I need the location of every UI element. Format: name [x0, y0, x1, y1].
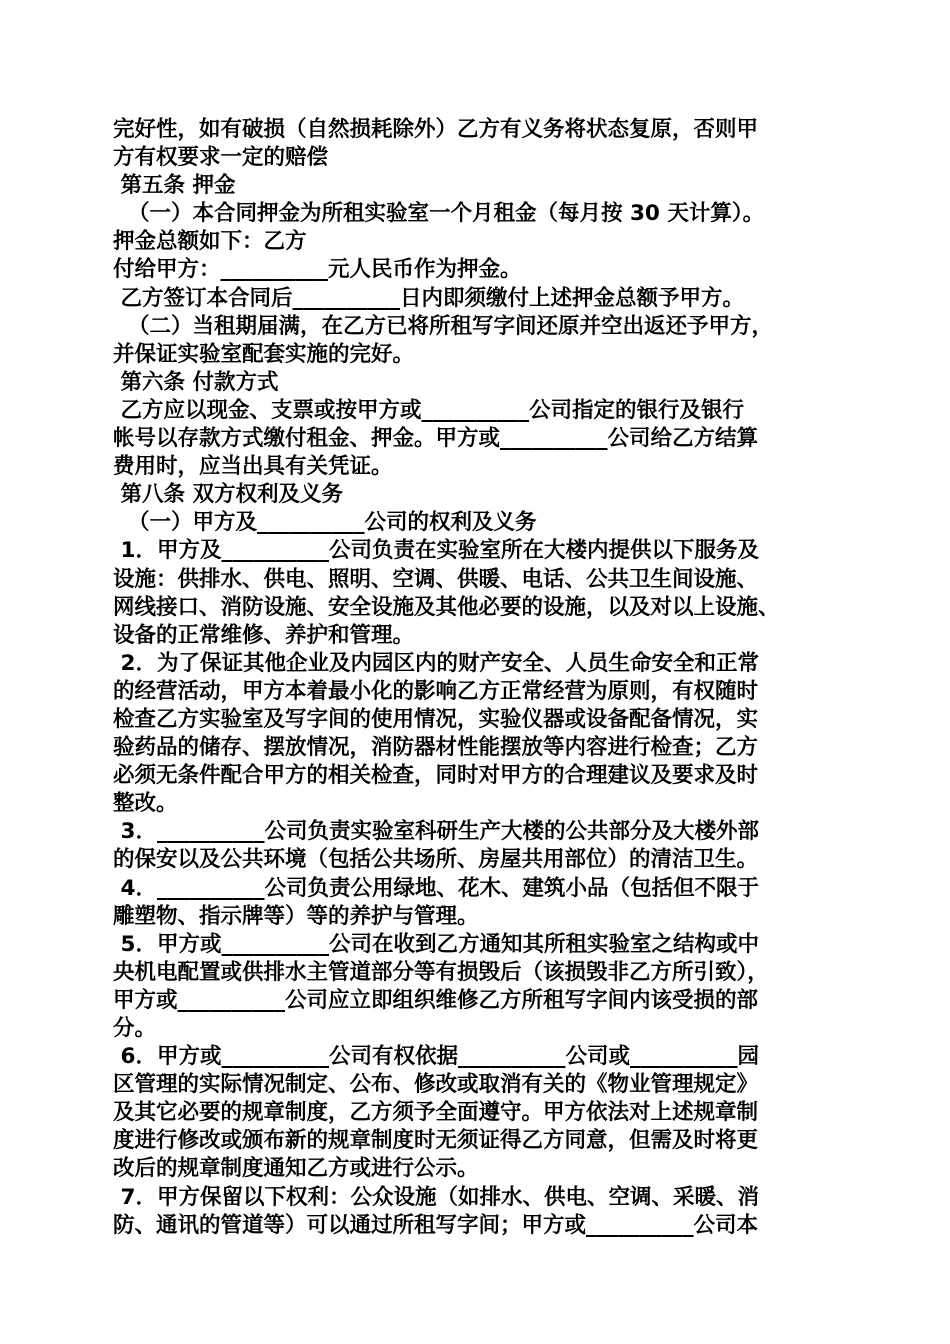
text-line: 帐号以存款方式缴付租金、押金。甲方或__________公司给乙方结算 — [113, 426, 759, 452]
text-line: 改后的规章制度通知乙方或进行公示。 — [113, 1156, 479, 1182]
text-line: 的保安以及公共环境（包括公共场所、房屋共用部位）的清洁卫生。 — [113, 847, 759, 873]
text-line: 乙方签订本合同后__________日内即须缴付上述押金总额予甲方。 — [113, 285, 744, 311]
section-heading: 第八条 双方权利及义务 — [113, 482, 343, 508]
text-line: 检查乙方实验室及写字间的使用情况，实验仪器或设备配备情况，实 — [113, 706, 759, 732]
text-line: （一）本合同押金为所租实验室一个月租金（每月按 30 天计算）。 — [113, 201, 765, 227]
text-line: 及其它必要的规章制度，乙方须予全面遵守。甲方依法对上述规章制 — [113, 1100, 759, 1126]
text-line: 付给甲方：__________元人民币作为押金。 — [113, 257, 522, 283]
text-line: 网线接口、消防设施、安全设施及其他必要的设施，以及对以上设施、 — [113, 594, 780, 620]
text-line: 的经营活动，甲方本着最小化的影响乙方正常经营为原则，有权随时 — [113, 678, 759, 704]
text-line: 6．甲方或__________公司有权依据__________公司或__________园 — [113, 1044, 759, 1070]
text-line: 3．__________公司负责实验室科研生产大楼的公共部分及大楼外部 — [113, 819, 759, 845]
text-line: 验药品的储存、摆放情况，消防器材性能摆放等内容进行检查；乙方 — [113, 735, 759, 761]
text-line: 分。 — [113, 1016, 157, 1041]
text-line: 完好性，如有破损（自然损耗除外）乙方有义务将状态复原，否则甲 — [113, 117, 759, 142]
text-line: 乙方应以现金、支票或按甲方或__________公司指定的银行及银行 — [113, 397, 744, 423]
text-line: 甲方或__________公司应立即组织维修乙方所租写字间内该受损的部 — [113, 987, 759, 1013]
text-line: 1．甲方及__________公司负责在实验室所在大楼内提供以下服务及 — [113, 538, 759, 564]
section-heading: 第六条 付款方式 — [113, 369, 279, 395]
text-line: 设施：供排水、供电、照明、空调、供暖、电话、公共卫生间设施、 — [113, 566, 759, 592]
text-line: 整改。 — [113, 791, 178, 817]
text-line: 5．甲方或__________公司在收到乙方通知其所租实验室之结构或中 — [113, 931, 759, 957]
text-line: 防、通讯的管道等）可以通过所租写字间；甲方或__________公司本 — [113, 1212, 759, 1238]
section-heading: 第五条 押金 — [113, 173, 236, 199]
text-line: 央机电配置或供排水主管道部分等有损毁后（该损毁非乙方所引致）， — [113, 959, 769, 985]
text-line: 区管理的实际情况制定、公布、修改或取消有关的《物业管理规定》 — [113, 1072, 759, 1098]
text-line: 并保证实验室配套实施的完好。 — [113, 341, 415, 367]
text-line: 度进行修改或颁布新的规章制度时无须证得乙方同意，但需及时将更 — [113, 1128, 759, 1154]
text-line: （一）甲方及__________公司的权利及义务 — [113, 510, 537, 536]
text-line: 4．__________公司负责公用绿地、花木、建筑小品（包括但不限于 — [113, 875, 759, 901]
text-line: 设备的正常维修、养护和管理。 — [113, 622, 415, 648]
text-line: 7．甲方保留以下权利：公众设施（如排水、供电、空调、采暖、消 — [113, 1184, 759, 1210]
text-line: 雕塑物、指示牌等）等的养护与管理。 — [113, 903, 479, 929]
text-line: （二）当租期届满，在乙方已将所租写字间还原并空出返还予甲方， — [113, 313, 773, 339]
text-line: 必须无条件配合甲方的相关检查，同时对甲方的合理建议及要求及时 — [113, 763, 759, 789]
text-line: 方有权要求一定的赔偿 — [113, 145, 329, 171]
text-line: 费用时，应当出具有关凭证。 — [113, 454, 393, 480]
text-line: 2．为了保证其他企业及内园区内的财产安全、人员生命安全和正常 — [113, 650, 759, 676]
text-line: 押金总额如下：乙方 — [113, 229, 307, 255]
contract-text — [113, 116, 843, 1240]
